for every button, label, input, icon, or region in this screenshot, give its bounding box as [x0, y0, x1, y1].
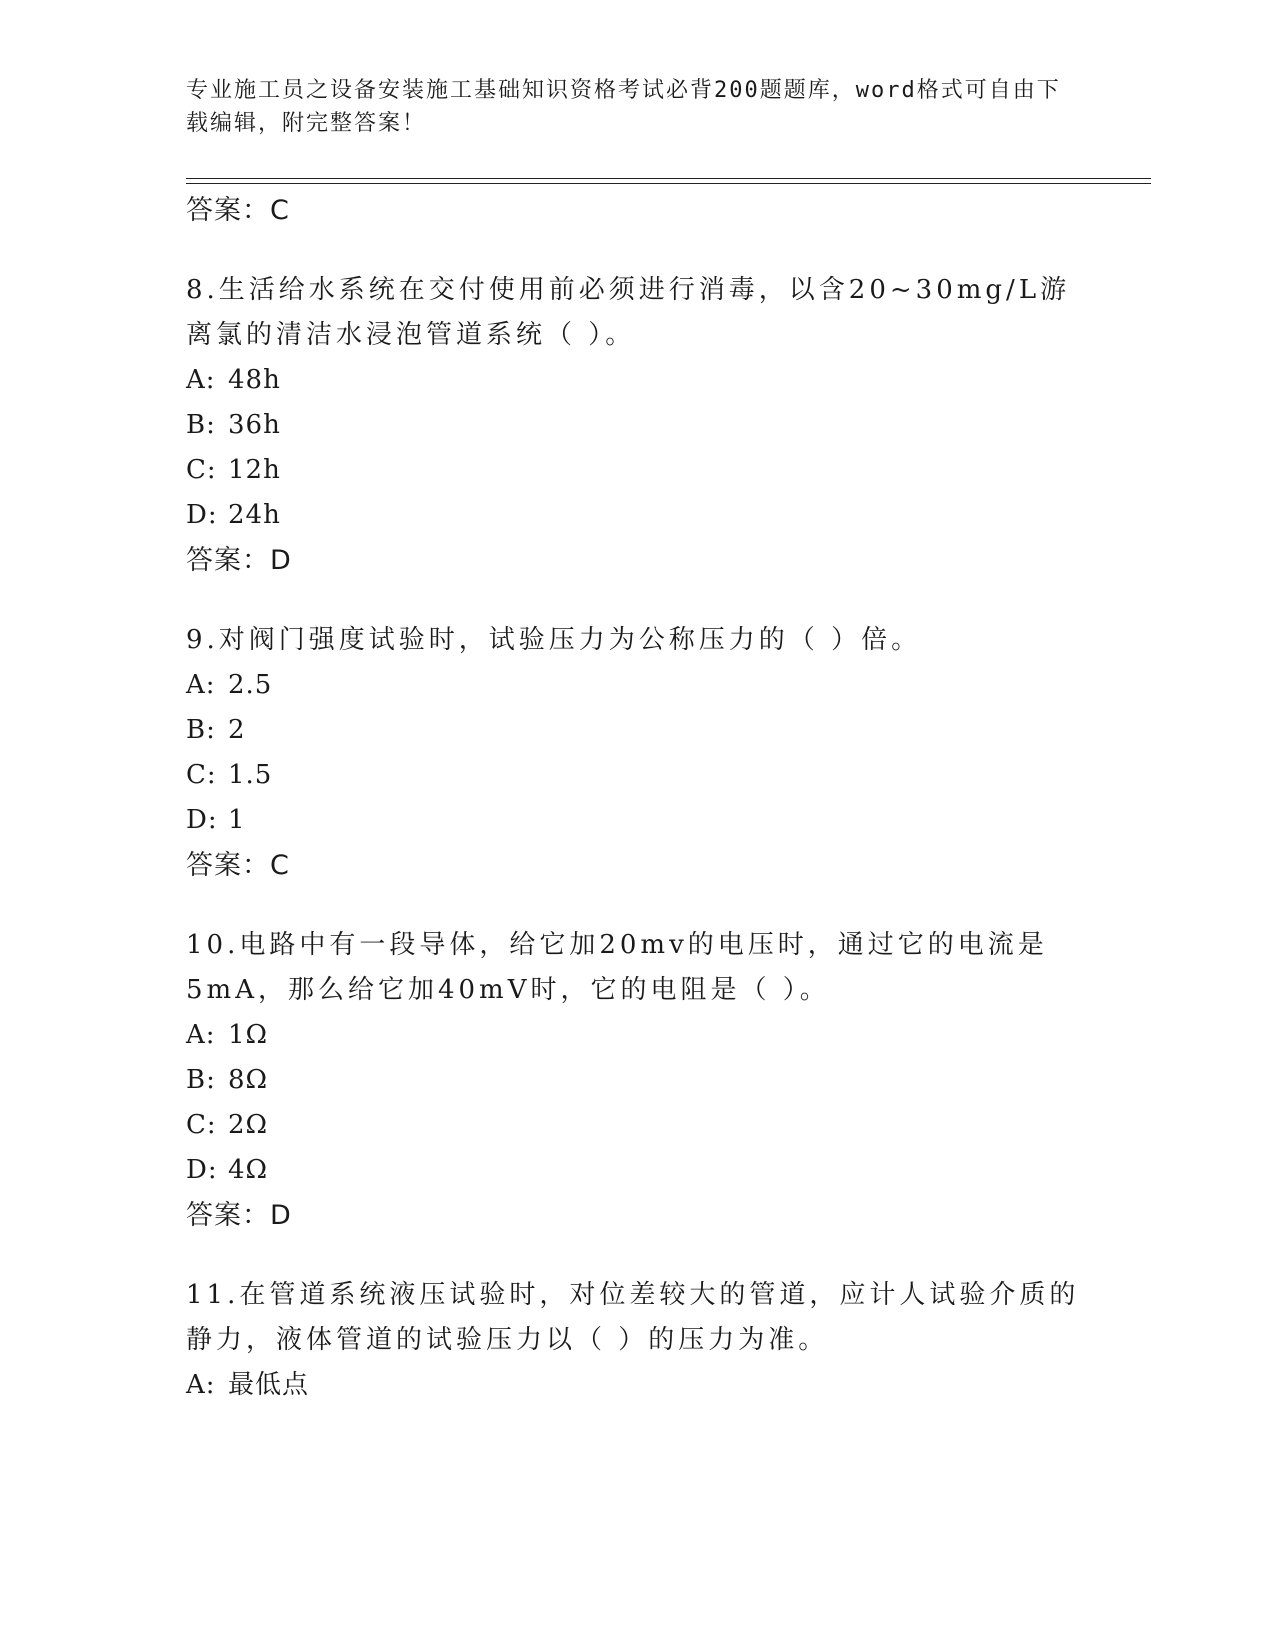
question-stem: 10.电路中有一段导体，给它加20mv的电压时，通过它的电流是5mA，那么给它加40mV时，它的电阻是（ ）。	[186, 930, 1048, 1005]
option-text: 1Ω	[228, 1020, 269, 1050]
header-rule-top	[186, 178, 1151, 179]
option-text: 24h	[228, 500, 281, 530]
option-a	[186, 1013, 1086, 1058]
answer-line: 答案：C	[186, 195, 290, 226]
option-letter: B:	[186, 1065, 216, 1095]
option-text: 8Ω	[228, 1065, 269, 1095]
answer-line: 答案：C	[186, 850, 290, 881]
question-8	[186, 268, 1086, 584]
option-letter: D:	[186, 500, 218, 530]
option-text: 2Ω	[228, 1110, 269, 1140]
option-a	[186, 1363, 1086, 1408]
option-letter: C:	[186, 455, 217, 485]
question-stem: 8.生活给水系统在交付使用前必须进行消毒，以含20~30mg/L游离氯的清洁水浸泡管道系统（ ）。	[186, 275, 1071, 350]
option-c	[186, 753, 1086, 798]
option-a	[186, 663, 1086, 708]
question-11	[186, 1273, 1086, 1408]
option-letter: D:	[186, 1155, 218, 1185]
answer-line: 答案：D	[186, 545, 292, 576]
option-b	[186, 708, 1086, 753]
option-letter: A:	[186, 670, 216, 700]
option-text: 最低点	[228, 1370, 310, 1400]
question-10	[186, 923, 1086, 1239]
option-letter: A:	[186, 1020, 216, 1050]
option-letter: C:	[186, 1110, 217, 1140]
page-header: 专业施工员之设备安装施工基础知识资格考试必背200题题库，word格式可自由下载编辑，附完整答案！	[186, 78, 1061, 136]
option-letter: A:	[186, 1370, 216, 1400]
option-text: 48h	[228, 365, 281, 395]
question-stem: 11.在管道系统液压试验时，对位差较大的管道，应计人试验介质的静力，液体管道的试验压力以（ ）的压力为准。	[186, 1280, 1080, 1355]
option-text: 1	[228, 805, 246, 835]
option-text: 12h	[228, 455, 281, 485]
option-text: 1.5	[228, 760, 273, 790]
header-rule-bottom	[186, 183, 1151, 184]
answer-line: 答案：D	[186, 1200, 292, 1231]
option-a	[186, 358, 1086, 403]
option-letter: C:	[186, 760, 217, 790]
option-text: 36h	[228, 410, 281, 440]
option-d	[186, 798, 1086, 843]
option-d	[186, 493, 1086, 538]
option-c	[186, 448, 1086, 493]
question-list	[186, 188, 1086, 1408]
option-text: 2	[228, 715, 246, 745]
option-letter: D:	[186, 805, 218, 835]
option-letter: B:	[186, 715, 216, 745]
option-c	[186, 1103, 1086, 1148]
option-text: 4Ω	[228, 1155, 269, 1185]
question-9	[186, 618, 1086, 889]
option-letter: A:	[186, 365, 216, 395]
option-b	[186, 403, 1086, 448]
option-b	[186, 1058, 1086, 1103]
option-letter: B:	[186, 410, 216, 440]
option-d	[186, 1148, 1086, 1193]
option-text: 2.5	[228, 670, 273, 700]
question-stem: 9.对阀门强度试验时，试验压力为公称压力的（ ）倍。	[186, 625, 922, 655]
